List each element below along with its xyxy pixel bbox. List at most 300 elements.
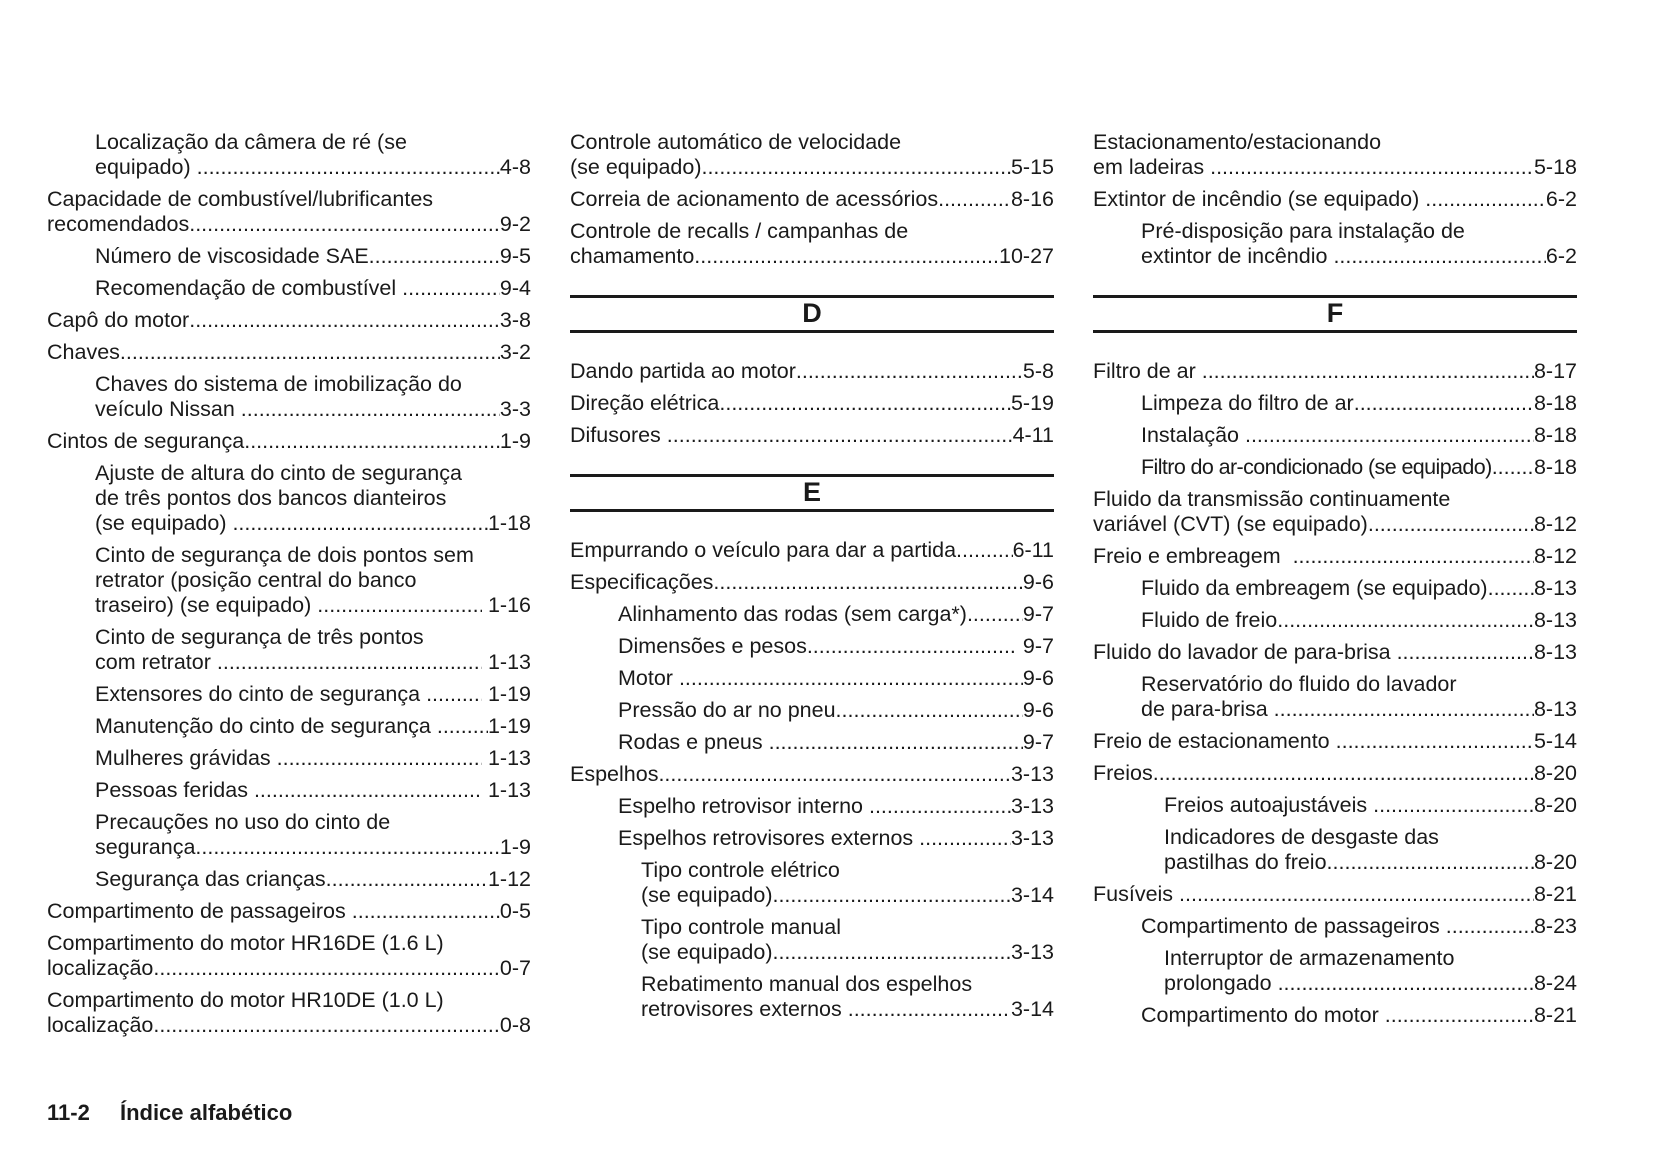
entry-label: traseiro) (se equipado) — [95, 593, 318, 617]
entry-page-number: 10-27 — [999, 244, 1054, 268]
entry-page-number: 9-6 — [1022, 666, 1054, 690]
index-entry — [570, 666, 1054, 691]
entry-label: prolongado — [1164, 971, 1278, 995]
entry-label: Pressão do ar no pneu — [618, 698, 836, 722]
entry-label: pastilhas do freio — [1164, 850, 1327, 874]
entry-page-number: 0-7 — [499, 956, 531, 980]
entry-leader-line — [95, 397, 531, 422]
dot-leader — [1202, 359, 1534, 384]
footer-page-number: 11-2 — [47, 1100, 90, 1125]
dot-leader — [1179, 882, 1534, 907]
entry-label: Fluido da embreagem (se equipado) — [1141, 576, 1488, 600]
dot-leader — [232, 511, 488, 536]
dot-leader — [369, 244, 500, 269]
section-letter: E — [802, 477, 821, 507]
dot-leader — [352, 899, 500, 924]
entry-leader-line — [95, 511, 531, 536]
entry-label: Compartimento do motor — [1141, 1003, 1385, 1027]
entry-label: Rodas e pneus — [618, 730, 769, 754]
dot-leader — [189, 212, 500, 237]
entry-page-number: 3-14 — [1010, 997, 1054, 1021]
entry-label: Dimensões e pesos — [618, 634, 807, 658]
entry-label: retrovisores externos — [641, 997, 848, 1021]
entry-page-number: 1-13 — [481, 778, 531, 802]
dot-leader — [1446, 914, 1534, 939]
index-entry — [570, 570, 1054, 595]
index-entry — [570, 219, 1054, 269]
entry-leader-line — [95, 746, 531, 771]
entry-leader-line — [47, 429, 531, 454]
entry-label: de para-brisa — [1141, 697, 1274, 721]
entry-page-number: 5-18 — [1533, 155, 1577, 179]
entry-label: Chaves — [47, 340, 120, 364]
index-entry — [47, 714, 531, 739]
index-entry — [570, 698, 1054, 723]
entry-label: Mulheres grávidas — [95, 746, 277, 770]
entry-leader-line — [1093, 882, 1577, 907]
entry-leader-line — [618, 634, 1054, 659]
index-entry — [47, 778, 531, 803]
entry-leader-line — [47, 899, 531, 924]
index-entry — [47, 187, 531, 237]
entry-text-line: de três pontos dos bancos dianteiros — [95, 486, 447, 510]
dot-leader — [1385, 1003, 1534, 1028]
entry-leader-line — [47, 956, 531, 981]
entry-label: extintor de incêndio — [1141, 244, 1334, 268]
section-letter: D — [802, 298, 822, 328]
index-entry — [47, 244, 531, 269]
dot-leader — [1492, 455, 1534, 480]
index-entry — [1093, 455, 1577, 480]
entry-label: Cintos de segurança — [47, 429, 245, 453]
entry-page-number: 9-6 — [1022, 698, 1054, 722]
entry-leader-line — [1093, 155, 1577, 180]
entry-leader-line — [618, 666, 1054, 691]
index-entry — [570, 972, 1054, 1022]
entry-page-number: 1-16 — [481, 593, 531, 617]
index-column-3 — [1093, 130, 1577, 1035]
dot-leader — [869, 794, 1011, 819]
entry-page-number: 1-13 — [481, 746, 531, 770]
entry-text-line: Compartimento do motor HR10DE (1.0 L) — [47, 988, 444, 1012]
entry-text-line: Localização da câmera de ré (se — [95, 130, 407, 154]
entry-text-line: Rebatimento manual dos espelhos — [641, 972, 973, 996]
dot-leader — [713, 570, 1023, 595]
entry-page-number: 3-13 — [1010, 826, 1054, 850]
entry-text-line: Pré-disposição para instalação de — [1141, 219, 1465, 243]
dot-leader — [796, 359, 1023, 384]
entry-text-line: Ajuste de altura do cinto de segurança — [95, 461, 462, 485]
index-entry — [570, 359, 1054, 384]
entry-label: Freio de estacionamento — [1093, 729, 1336, 753]
entry-label: Manutenção do cinto de segurança — [95, 714, 437, 738]
index-entry — [1093, 608, 1577, 633]
entry-leader-line — [618, 698, 1054, 723]
entry-label: Filtro do ar-condicionado (se equipado) — [1141, 455, 1492, 479]
entry-leader-line — [570, 762, 1054, 787]
entry-leader-line — [1093, 761, 1577, 786]
dot-leader — [1336, 729, 1534, 754]
entry-page-number: 5-8 — [1022, 359, 1054, 383]
dot-leader — [153, 956, 500, 981]
dot-leader — [195, 835, 500, 860]
dot-leader — [1397, 640, 1534, 665]
entry-label: Direção elétrica — [570, 391, 720, 415]
entry-label: Empurrando o veículo para dar a partida — [570, 538, 957, 562]
dot-leader — [694, 244, 999, 269]
entry-leader-line — [618, 826, 1054, 851]
entry-label: (se equipado) — [570, 155, 702, 179]
entry-leader-line — [618, 730, 1054, 755]
entry-page-number: 8-20 — [1533, 793, 1577, 817]
dot-leader — [1425, 187, 1546, 212]
entry-leader-line — [570, 538, 1054, 563]
entry-label: Extensores do cinto de segurança — [95, 682, 427, 706]
entry-label: Espelhos retrovisores externos — [618, 826, 920, 850]
index-entry — [1093, 219, 1577, 269]
entry-leader-line — [47, 1013, 531, 1038]
index-entry — [1093, 729, 1577, 754]
entry-label: (se equipado) — [641, 940, 773, 964]
dot-leader — [120, 340, 500, 365]
index-entries — [570, 130, 1054, 269]
index-entries — [570, 538, 1054, 1022]
entry-leader-line — [641, 883, 1054, 908]
entry-label: Instalação — [1141, 423, 1245, 447]
entry-page-number: 3-13 — [1010, 940, 1054, 964]
entry-page-number: 8-13 — [1533, 608, 1577, 632]
dot-leader — [701, 155, 1010, 180]
dot-leader — [667, 423, 1013, 448]
dot-leader — [1278, 971, 1534, 996]
dot-leader — [244, 429, 500, 454]
section-header-f — [1093, 295, 1577, 333]
entry-leader-line — [1141, 1003, 1577, 1028]
section-header-d — [570, 295, 1054, 333]
entry-page-number: 9-4 — [499, 276, 531, 300]
page-footer — [47, 1100, 292, 1126]
entry-leader-line — [95, 276, 531, 301]
entry-label: Especificações — [570, 570, 714, 594]
index-entry — [47, 276, 531, 301]
entry-page-number: 3-8 — [499, 308, 531, 332]
section-letter: F — [1326, 298, 1344, 328]
dot-leader — [658, 762, 1011, 787]
dot-leader — [189, 308, 500, 333]
dot-leader — [956, 538, 1013, 563]
entry-page-number: 6-11 — [1012, 538, 1054, 562]
entry-leader-line — [1141, 608, 1577, 633]
entry-label: Fusíveis — [1093, 882, 1180, 906]
index-entry — [1093, 882, 1577, 907]
dot-leader — [1373, 793, 1534, 818]
entry-label: em ladeiras — [1093, 155, 1211, 179]
entry-text-line: Estacionamento/estacionando — [1093, 130, 1382, 154]
entry-page-number: 9-7 — [1022, 602, 1054, 626]
entry-page-number: 8-18 — [1533, 455, 1577, 479]
entry-label: Freio e embreagem — [1093, 544, 1293, 568]
entry-page-number: 9-7 — [1016, 634, 1054, 658]
entry-text-line: Fluido da transmissão continuamente — [1093, 487, 1451, 511]
entry-page-number: 8-13 — [1533, 697, 1577, 721]
entry-leader-line — [95, 867, 531, 892]
index-entry — [570, 858, 1054, 908]
dot-leader — [807, 634, 1017, 659]
entry-label: segurança — [95, 835, 196, 859]
entry-leader-line — [1141, 244, 1577, 269]
entry-leader-line — [1093, 512, 1577, 537]
index-column-1 — [47, 130, 531, 1045]
dot-leader — [326, 867, 488, 892]
entry-page-number: 6-2 — [1545, 244, 1577, 268]
entry-label: (se equipado) — [95, 511, 233, 535]
entry-leader-line — [95, 650, 531, 675]
index-entry — [47, 429, 531, 454]
dot-leader — [277, 746, 482, 771]
index-entries — [570, 359, 1054, 448]
entry-label: Espelho retrovisor interno — [618, 794, 869, 818]
index-entry — [1093, 576, 1577, 601]
dot-leader — [1354, 391, 1534, 416]
index-entry — [47, 931, 531, 981]
entry-leader-line — [1093, 729, 1577, 754]
entry-page-number: 4-8 — [499, 155, 531, 179]
entry-label: Alinhamento das rodas (sem carga*) — [618, 602, 967, 626]
index-entry — [1093, 130, 1577, 180]
index-entry — [47, 340, 531, 365]
entry-leader-line — [1164, 793, 1577, 818]
entry-text-line: Interruptor de armazenamento — [1164, 946, 1455, 970]
index-entry — [570, 538, 1054, 563]
entry-label: Freios — [1093, 761, 1153, 785]
entry-page-number: 0-5 — [499, 899, 531, 923]
index-entry — [570, 602, 1054, 627]
entry-leader-line — [1093, 187, 1577, 212]
dot-leader — [772, 940, 1010, 965]
entry-label: Espelhos — [570, 762, 659, 786]
entry-leader-line — [95, 714, 531, 739]
index-entry — [47, 130, 531, 180]
entry-leader-line — [570, 391, 1054, 416]
index-entry — [570, 634, 1054, 659]
entry-text-line: Capacidade de combustível/lubrificantes — [47, 187, 434, 211]
entry-label: Filtro de ar — [1093, 359, 1202, 383]
entry-page-number: 1-18 — [487, 511, 531, 535]
entry-label: recomendados — [47, 212, 190, 236]
entry-leader-line — [618, 794, 1054, 819]
dot-leader — [769, 730, 1023, 755]
entry-page-number: 1-13 — [481, 650, 531, 674]
entry-page-number: 1-12 — [487, 867, 531, 891]
entry-leader-line — [1141, 697, 1577, 722]
index-entry — [570, 826, 1054, 851]
index-entry — [47, 625, 531, 675]
entry-text-line: Cinto de segurança de três pontos — [95, 625, 424, 649]
entry-label: equipado) — [95, 155, 197, 179]
index-entry — [1093, 423, 1577, 448]
index-entry — [1093, 487, 1577, 537]
index-entries — [1093, 130, 1577, 269]
entry-page-number: 9-6 — [1022, 570, 1054, 594]
entry-page-number: 8-21 — [1533, 882, 1577, 906]
entry-page-number: 6-2 — [1545, 187, 1577, 211]
entry-leader-line — [1141, 391, 1577, 416]
entry-text-line: Controle de recalls / campanhas de — [570, 219, 909, 243]
index-entry — [1093, 359, 1577, 384]
entry-label: Compartimento de passageiros — [47, 899, 352, 923]
entry-leader-line — [570, 570, 1054, 595]
index-entry — [47, 988, 531, 1038]
entry-text-line: Precauções no uso do cinto de — [95, 810, 391, 834]
section-header-e — [570, 474, 1054, 512]
entry-leader-line — [47, 212, 531, 237]
entry-text-line: Cinto de segurança de dois pontos sem — [95, 543, 474, 567]
dot-leader — [426, 682, 482, 707]
dot-leader — [153, 1013, 500, 1038]
entry-leader-line — [1093, 640, 1577, 665]
entry-text-line: Indicadores de desgaste das — [1164, 825, 1439, 849]
entry-leader-line — [95, 593, 531, 618]
entry-page-number: 9-7 — [1022, 730, 1054, 754]
entry-page-number: 8-20 — [1533, 761, 1577, 785]
entry-page-number: 0-8 — [499, 1013, 531, 1037]
entry-label: localização — [47, 956, 154, 980]
dot-leader — [437, 714, 488, 739]
entry-label: Freios autoajustáveis — [1164, 793, 1374, 817]
entry-page-number: 8-16 — [1010, 187, 1054, 211]
index-entry — [1093, 793, 1577, 818]
footer-title: Índice alfabético — [119, 1100, 293, 1125]
entry-text-line: Chaves do sistema de imobilização do — [95, 372, 462, 396]
dot-leader — [679, 666, 1023, 691]
entry-label: Número de viscosidade SAE — [95, 244, 369, 268]
index-entry — [47, 543, 531, 618]
entry-label: localização — [47, 1013, 154, 1037]
index-entry — [1093, 946, 1577, 996]
index-entries — [47, 130, 531, 1038]
dot-leader — [1333, 244, 1545, 269]
dot-leader — [317, 593, 482, 618]
entry-leader-line — [95, 244, 531, 269]
index-entry — [47, 867, 531, 892]
index-entry — [570, 130, 1054, 180]
index-entry — [1093, 672, 1577, 722]
entry-page-number: 8-23 — [1533, 914, 1577, 938]
entry-label: Segurança das crianças — [95, 867, 326, 891]
entry-leader-line — [1093, 359, 1577, 384]
entry-leader-line — [1093, 544, 1577, 569]
entry-leader-line — [47, 308, 531, 333]
entry-label: Limpeza do filtro de ar — [1141, 391, 1354, 415]
entry-leader-line — [95, 778, 531, 803]
entry-leader-line — [570, 187, 1054, 212]
entry-leader-line — [1141, 455, 1577, 480]
index-entry — [47, 899, 531, 924]
entry-leader-line — [95, 835, 531, 860]
entry-page-number: 3-13 — [1010, 794, 1054, 818]
dot-leader — [1368, 512, 1534, 537]
dot-leader — [254, 778, 482, 803]
entry-page-number: 8-20 — [1533, 850, 1577, 874]
entry-page-number: 3-14 — [1010, 883, 1054, 907]
entry-leader-line — [618, 602, 1054, 627]
entry-page-number: 1-9 — [499, 429, 531, 453]
index-entry — [570, 762, 1054, 787]
entry-page-number: 3-3 — [499, 397, 531, 421]
entry-page-number: 4-11 — [1012, 423, 1054, 447]
index-entry — [47, 461, 531, 536]
entry-text-line: Tipo controle elétrico — [641, 858, 840, 882]
dot-leader — [1293, 544, 1534, 569]
dot-leader — [967, 602, 1023, 627]
entry-label: (se equipado) — [641, 883, 773, 907]
entry-page-number: 5-14 — [1533, 729, 1577, 753]
index-entry — [1093, 761, 1577, 786]
entry-label: Dando partida ao motor — [570, 359, 796, 383]
entry-page-number: 8-18 — [1533, 391, 1577, 415]
entry-leader-line — [1141, 576, 1577, 601]
entry-page-number: 3-2 — [499, 340, 531, 364]
entry-label: Difusores — [570, 423, 667, 447]
dot-leader — [848, 997, 1011, 1022]
entry-text-line: Compartimento do motor HR16DE (1.6 L) — [47, 931, 444, 955]
entry-leader-line — [95, 155, 531, 180]
entry-label: Pessoas feridas — [95, 778, 254, 802]
entry-page-number: 1-9 — [499, 835, 531, 859]
entry-label: veículo Nissan — [95, 397, 241, 421]
index-entry — [570, 794, 1054, 819]
entry-label: Correia de acionamento de acessórios — [570, 187, 939, 211]
dot-leader — [1245, 423, 1534, 448]
index-entry — [1093, 187, 1577, 212]
entry-leader-line — [570, 244, 1054, 269]
entry-leader-line — [1164, 971, 1577, 996]
dot-leader — [772, 883, 1010, 908]
entry-leader-line — [641, 997, 1054, 1022]
entry-label: Extintor de incêndio (se equipado) — [1093, 187, 1426, 211]
index-entry — [47, 308, 531, 333]
index-entry — [47, 372, 531, 422]
index-entry — [570, 730, 1054, 755]
entry-page-number: 8-18 — [1533, 423, 1577, 447]
index-entry — [1093, 544, 1577, 569]
dot-leader — [241, 397, 500, 422]
dot-leader — [1274, 697, 1534, 722]
index-column-2 — [570, 130, 1054, 1029]
entry-leader-line — [47, 340, 531, 365]
entry-page-number: 8-13 — [1533, 576, 1577, 600]
entry-leader-line — [570, 155, 1054, 180]
entry-leader-line — [1141, 914, 1577, 939]
dot-leader — [1327, 850, 1534, 875]
dot-leader — [719, 391, 1011, 416]
entry-leader-line — [570, 359, 1054, 384]
dot-leader — [836, 698, 1023, 723]
index-entry — [570, 423, 1054, 448]
entry-label: com retrator — [95, 650, 217, 674]
entry-page-number: 8-12 — [1533, 544, 1577, 568]
entry-label: Recomendação de combustível — [95, 276, 403, 300]
entry-text-line: Tipo controle manual — [641, 915, 841, 939]
entry-page-number: 5-15 — [1010, 155, 1054, 179]
index-entry — [47, 810, 531, 860]
dot-leader — [1488, 576, 1534, 601]
entry-page-number: 5-19 — [1010, 391, 1054, 415]
index-entry — [1093, 1003, 1577, 1028]
entry-page-number: 1-19 — [487, 714, 531, 738]
entry-text-line: retrator (posição central do banco — [95, 568, 417, 592]
dot-leader — [1210, 155, 1534, 180]
